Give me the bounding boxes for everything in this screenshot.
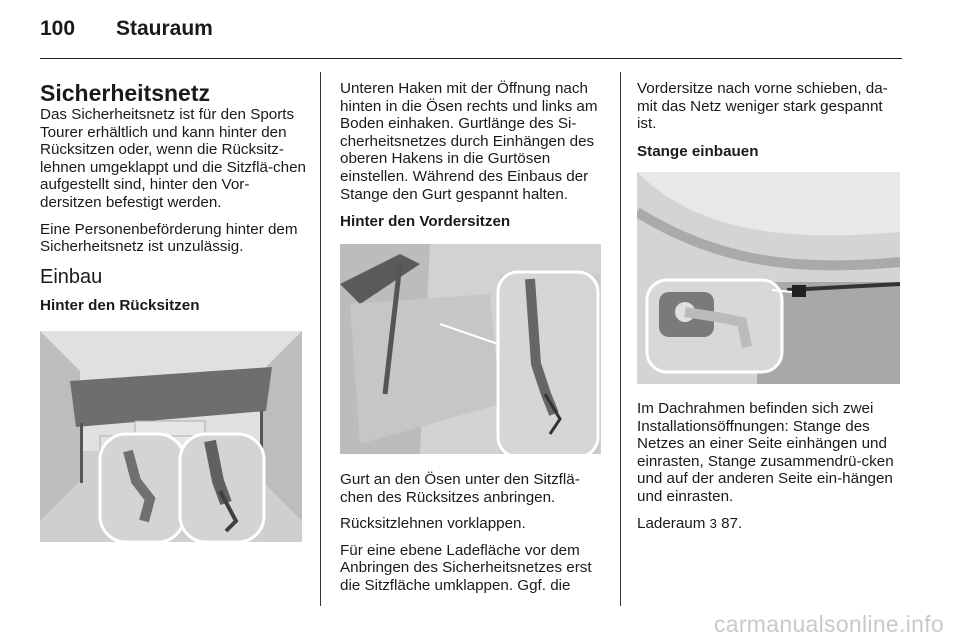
column-2 (340, 80, 603, 241)
subsubsection-heading-front: Hinter den Vordersitzen (340, 213, 511, 231)
column-divider-1 (320, 72, 321, 606)
column-1 (40, 80, 306, 325)
column-2-lower (340, 471, 603, 604)
warning-paragraph: Eine Personenbeförderung hinter dem Sicherheitsnetz ist unzulässig. (40, 220, 298, 256)
figure-rear-seats (40, 331, 302, 542)
backrest-paragraph: Rücksitzlehnen vorklappen. (340, 515, 526, 533)
column-3-lower (637, 400, 900, 541)
intro-paragraph: Das Sicherheitsnetz ist für den Sports Tourer erhältlich und kann hinter den Rücksitzen oder, wenn die Rücksitz-lehnen umgeklappt und die Sitzflä-chen aufgestellt sind, hinter den Vor-dersitzen befestigt werden. (40, 106, 306, 211)
column-3 (637, 80, 900, 171)
figure-rod (637, 172, 900, 384)
figure-front-seats (340, 244, 601, 454)
header-rule (40, 58, 902, 59)
cross-reference (637, 515, 900, 533)
front-seats-paragraph: Vordersitze nach vorne schieben, da-mit das Netz weniger stark gespannt ist. (637, 80, 888, 133)
subsection-heading: Einbau (40, 265, 103, 288)
reference-page[interactable]: 87. (721, 514, 743, 532)
reference-arrow-icon: 3 (709, 515, 717, 531)
page-title: Stauraum (116, 17, 213, 40)
subsubsection-heading-rod: Stange einbauen (637, 142, 759, 160)
page-number: 100 (40, 17, 76, 40)
reference-text: Laderaum (637, 514, 706, 532)
eyelet-paragraph: Gurt an den Ösen unter den Sitzflä-chen des Rücksitzes anbringen. (340, 471, 580, 506)
hook-paragraph: Unteren Haken mit der Öffnung nach hinten in die Ösen rechts und links am Boden einhaken. Gurtlänge des Si-cherheitsnetzes durch Einhängen des oberen Hakens in die Gurtösen einstellen. Während des Einbaus der Stange den Gurt gespannt halten. (340, 80, 598, 203)
section-heading: Sicherheitsnetz (40, 80, 210, 106)
subsubsection-heading: Hinter den Rücksitzen (40, 296, 200, 314)
watermark: carmanualsonline.info (713, 611, 944, 637)
roof-frame-paragraph: Im Dachrahmen befinden sich zwei Installationsöffnungen: Stange des Netzes an einer Seite einhängen und einrasten, Stange zusammendrü-cken und auf der anderen Seite ein-hängen und einrasten. (637, 400, 894, 505)
column-divider-2 (620, 72, 621, 606)
flat-floor-paragraph: Für eine ebene Ladefläche vor dem Anbringen des Sicherheitsnetzes erst die Sitzfläche umklappen. Ggf. die (340, 541, 592, 594)
